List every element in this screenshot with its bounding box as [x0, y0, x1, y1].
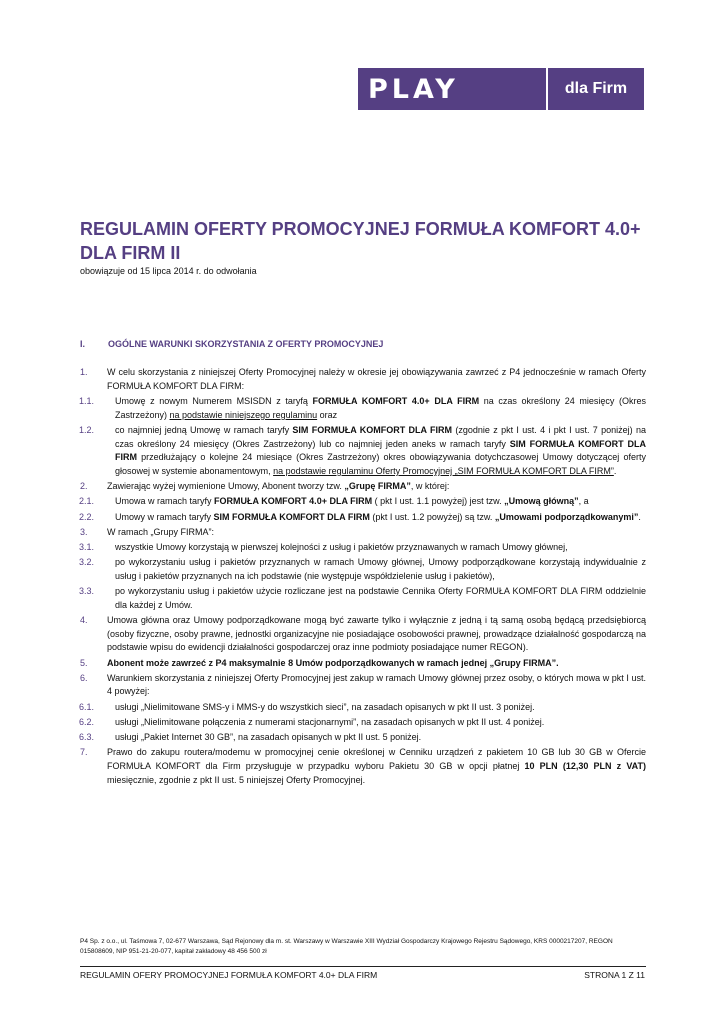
page-number: STRONA 1 Z 11: [584, 970, 645, 980]
list-item-4: [80, 614, 646, 655]
sub-item-number: 6.1.: [79, 701, 95, 712]
sub-item-number: 3.1.: [79, 541, 95, 552]
item-number: 7.: [80, 747, 88, 758]
item-number: 2.: [80, 481, 88, 492]
logo-play-block: PLAY: [358, 68, 546, 110]
validity-note: obowiązuje od 15 lipca 2014 r. do odwołania: [80, 266, 257, 276]
list-item-5: [80, 657, 646, 671]
sub-item-text: po wykorzystaniu usług i pakietów użycie rozliczane jest na podstawie Cennika Oferty FORMUŁA KOMFORT DLA FIRM oddzielnie dla każdej z Umów.: [115, 586, 646, 610]
text-run: przedłużający o kolejne 24 miesiące (Okres Zastrzeżony) okres obowiązywania dotychczasowej Umowy dotyczącej oferty głosowej w systemie abonamentowym,: [115, 452, 646, 476]
text-run: (zgodnie z pkt I ust. 4 i pkt I ust. 7 poniżej) na czas określony 24 miesięcy (Okres Zastrzeżony) lub co najmniej jeden aneks w ramach taryfy: [115, 424, 646, 449]
sub-item-text: wszystkie Umowy korzystają w pierwszej kolejności z usług i pakietów przyznawanych w ramach Umowy głównej,: [115, 541, 568, 552]
item-number: 6.: [80, 672, 88, 683]
text-run: Umowę z nowym Numerem MSISDN z taryfą: [115, 395, 313, 406]
sub-item-3-1: [53, 541, 646, 555]
bold-run: „Umowami podporządkowanymi”: [494, 511, 639, 522]
list-item-6: [80, 672, 646, 699]
text-run: (pkt I ust. 1.2 powyżej) są tzw.: [369, 511, 495, 522]
item-number: 5.: [80, 657, 88, 668]
text-run: co najmniej jedną Umowę w ramach taryfy: [115, 424, 293, 435]
bold-run: „Umową główną”: [504, 496, 579, 507]
list-item-2: [80, 480, 646, 494]
section-title: OGÓLNE WARUNKI SKORZYSTANIA Z OFERTY PROMOCYJNEJ: [108, 339, 384, 349]
text-run: .: [613, 465, 617, 476]
footer-divider: [80, 966, 646, 967]
underlined-reference: na podstawie niniejszego regulaminu: [169, 409, 318, 420]
sub-item-number: 2.2.: [79, 511, 95, 522]
sub-item-3-2: [53, 556, 646, 583]
sub-item-6-2: [53, 716, 646, 730]
terms-list: [80, 366, 646, 789]
bold-run: 10 PLN (12,30 PLN z VAT): [524, 760, 646, 771]
bold-run: SIM FORMUŁA KOMFORT DLA FIRM: [292, 424, 453, 435]
sub-item-number: 1.2.: [79, 424, 95, 435]
sub-item-text: usługi „Nielimitowane SMS-y i MMS-y do wszystkich sieci”, na zasadach opisanych w pkt II ust. 3 poniżej.: [115, 701, 535, 712]
list-item-3: [80, 526, 646, 540]
list-item-7: [80, 746, 646, 787]
sub-item-2-2: [53, 511, 646, 525]
section-number: I.: [80, 339, 86, 349]
page-title: [80, 217, 660, 265]
sub-item-1-1: [53, 395, 646, 422]
item-text: Warunkiem skorzystania z niniejszej Oferty Promocyjnej jest zakup w ramach Umowy głównej przez osoby, o których mowa w pkt I ust. 4 powyżej:: [107, 672, 646, 697]
sub-item-6-3: [53, 731, 646, 745]
bold-run: SIM FORMUŁA KOMFORT DLA FIRM: [213, 511, 370, 522]
item-number: 3.: [80, 526, 88, 537]
bold-run: SIM FORMUŁA KOMFORT DLA FIRM: [115, 438, 646, 463]
sub-item-3-3: [53, 585, 646, 612]
bold-run: FORMUŁA KOMFORT 4.0+ DLA FIRM: [312, 395, 480, 406]
sub-item-number: 1.1.: [79, 395, 95, 406]
sub-item-number: 6.2.: [79, 716, 95, 727]
text-run: Prawo do zakupu routera/modemu w promocyjnej cenie określonej w Cenniku urządzeń z pakietem 10 GB lub 30 GB w Ofercie FORMUŁA KOMFORT dla Firm przysługuje w przypadku wyboru Pakietu 30 GB w opcji płatnej: [107, 747, 646, 771]
text-run: Umowy w ramach taryfy: [115, 511, 214, 522]
item-text: W celu skorzystania z niniejszej Oferty Promocyjnej należy w okresie jej obowiązywania zawrzeć z P4 jednocześnie w ramach Oferty FORMUŁA KOMFORT DLA FIRM:: [107, 367, 646, 391]
sub-item-text: po wykorzystaniu usług i pakietów przyznanych w ramach Umowy głównej, Umowy podporządkowane korzystają indywidualnie z usług i pakietów przyznanych na ich podstawie (nie występuje współdzielenie usług i pakietów),: [115, 557, 646, 581]
text-run: miesięcznie, zgodnie z pkt II ust. 5 niniejszej Oferty Promocyjnej.: [107, 774, 366, 785]
text-run: ( pkt I ust. 1.1 powyżej) jest tzw.: [372, 496, 505, 507]
bold-run: FORMUŁA KOMFORT 4.0+ DLA FIRM: [214, 496, 373, 507]
item-text: W ramach „Grupy FIRMA”:: [107, 526, 215, 537]
underlined-reference: na podstawie regulaminu Oferty Promocyjnej „SIM FORMUŁA KOMFORT DLA FIRM”: [273, 465, 614, 476]
sub-item-text: usługi „Pakiet Internet 30 GB”, na zasadach opisanych w pkt II ust. 5 poniżej.: [115, 732, 422, 743]
text-run: , w której:: [410, 481, 450, 492]
text-run: oraz: [317, 409, 338, 420]
section-heading: [80, 339, 383, 349]
sub-item-number: 2.1.: [79, 496, 95, 507]
footer-document-title: REGULAMIN OFERY PROMOCYJNEJ FORMUŁA KOMFORT 4.0+ DLA FIRM: [80, 970, 378, 980]
sub-item-number: 3.3.: [79, 586, 95, 597]
sub-item-number: 3.2.: [79, 557, 95, 568]
text-run: na czas określony 24 miesięcy (Okres Zastrzeżony): [115, 395, 646, 420]
sub-item-2-1: [53, 495, 646, 509]
text-run: Zawierając wyżej wymienione Umowy, Abonent tworzy tzw.: [107, 481, 345, 492]
title-line-1: REGULAMIN OFERTY PROMOCYJNEJ FORMUŁA KOMFORT 4.0+: [80, 219, 641, 239]
sub-item-text: usługi „Nielimitowane połączenia z numerami stacjonarnymi”, na zasadach opisanych w pkt II ust. 4 poniżej.: [115, 716, 545, 727]
play-logo: [358, 68, 644, 110]
logo-firm-block: dla Firm: [548, 68, 644, 110]
item-text: Abonent może zawrzeć z P4 maksymalnie 8 Umów podporządkowanych w ramach jednej „Grupy FIRMA”.: [107, 657, 559, 668]
text-run: .: [638, 511, 641, 522]
sub-item-number: 6.3.: [79, 732, 95, 743]
item-number: 1.: [80, 367, 88, 377]
item-number: 4.: [80, 614, 88, 625]
text-run: Umowa w ramach taryfy: [115, 496, 215, 507]
title-line-2: DLA FIRM II: [80, 243, 181, 263]
list-item-1: [80, 366, 646, 393]
sub-item-1-2: [53, 424, 646, 479]
text-run: , a: [578, 496, 589, 507]
item-text: Umowa główna oraz Umowy podporządkowane mogą być zawarte tylko i wyłącznie z jedną i tą samą osobą będącą przedsiębiorcą (osoby fizyczne, osoby prawne, jednostki organizacyjne nie posiadające osobowości prawnej, prowadzące działalność gospodarczą na podstawie wpisu do ewidencji działalności gospodarczej oraz inne podmioty posiadające numer REGON).: [107, 614, 646, 653]
sub-item-6-1: [53, 701, 646, 715]
company-address: P4 Sp. z o.o., ul. Taśmowa 7, 02-677 Warszawa, Sąd Rejonowy dla m. st. Warszawy w Warszawie XIII Wydział Gospodarczy Krajowego Rejestru Sądowego, KRS 0000217207, REGON 015808609, NIP 951-21-20-077, kapitał zakładowy 48 456 500 zł: [80, 938, 613, 955]
bold-run: „Grupę FIRMA”: [344, 481, 411, 492]
